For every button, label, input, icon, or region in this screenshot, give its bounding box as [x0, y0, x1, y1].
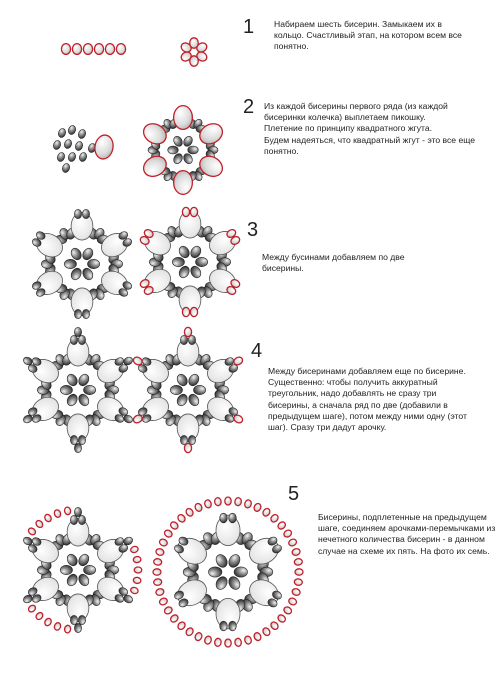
center-bead: [84, 565, 96, 574]
arch-bead: [294, 578, 303, 585]
arch-bead: [133, 556, 142, 563]
arch-bead: [204, 635, 212, 644]
arch-bead: [234, 497, 241, 506]
arch-bead: [169, 520, 179, 530]
arch-bead: [244, 499, 252, 508]
bead: [67, 151, 77, 162]
bead: [74, 309, 81, 318]
arch-bead: [262, 627, 272, 637]
bead: [70, 615, 77, 624]
step-3-text: Между бусинами добавляем по две бисерины.: [262, 252, 405, 274]
bead: [52, 139, 62, 150]
bead: [78, 615, 85, 624]
center-bead: [84, 385, 96, 394]
bead: [63, 138, 73, 149]
large-bead: [67, 594, 89, 622]
bead: [229, 513, 237, 523]
arch-bead: [176, 513, 186, 523]
large-bead: [93, 134, 115, 161]
arch-bead: [53, 509, 61, 518]
tip-bead: [74, 327, 81, 336]
tip-bead: [184, 443, 191, 452]
large-bead: [177, 414, 199, 442]
step-3-illustration: [31, 207, 241, 318]
bead: [56, 151, 66, 162]
arch-bead: [134, 567, 142, 573]
added-bead: [182, 207, 189, 216]
center-bead: [168, 146, 179, 154]
center-bead: [194, 385, 206, 394]
bead: [105, 44, 114, 55]
bead: [78, 435, 85, 444]
center-bead: [172, 257, 184, 266]
arch-bead: [288, 538, 298, 547]
step-2-number: 2: [243, 96, 255, 118]
arch-bead: [253, 632, 262, 642]
bead: [70, 515, 77, 524]
bead: [83, 44, 92, 55]
arch-bead: [244, 635, 252, 644]
arch-bead: [253, 502, 262, 512]
arch-bead: [185, 627, 195, 637]
arch-bead: [169, 613, 179, 623]
bead: [57, 127, 67, 138]
added-bead: [190, 207, 197, 216]
arch-bead: [153, 558, 162, 565]
tip-bead: [74, 507, 81, 516]
arch-bead: [277, 613, 287, 623]
step-5-number: 5: [288, 483, 300, 505]
large-bead: [67, 414, 89, 442]
tip-bead: [74, 443, 81, 452]
step-1-number: 1: [243, 16, 255, 38]
arch-bead: [158, 597, 168, 606]
large-bead: [177, 339, 199, 367]
arch-bead: [155, 588, 164, 596]
arch-bead: [291, 588, 300, 596]
bead: [61, 162, 71, 173]
large-bead: [174, 171, 193, 195]
arch-bead: [64, 507, 71, 516]
arch-bead: [153, 569, 161, 575]
bead: [82, 309, 89, 318]
bead: [78, 335, 85, 344]
arch-bead: [291, 548, 300, 556]
tip-bead: [184, 327, 191, 336]
center-bead: [88, 259, 100, 268]
step-1-illustration: [61, 38, 208, 66]
arch-bead: [225, 639, 231, 647]
bead: [220, 621, 228, 631]
arch-bead: [153, 578, 162, 585]
arch-bead: [214, 497, 221, 506]
arch-bead: [130, 545, 139, 553]
large-bead: [71, 213, 93, 241]
step-3-number: 3: [247, 219, 259, 241]
arch-bead: [185, 507, 195, 517]
step-4-text: Между бисеринами добавляем еще по бисерине. Существенно: чтобы получить аккуратный треугольник, надо добавлять не сразу три бисерины, а сначала ряд по две (добавили в предыдущем шаге), потом между ними одну (этот шаг). Сразу три дадут арочку.: [268, 366, 467, 433]
added-bead: [182, 307, 189, 316]
bead: [72, 44, 81, 55]
arch-bead: [44, 513, 53, 523]
arch-bead: [194, 502, 203, 512]
center-bead: [188, 146, 199, 154]
center-bead: [64, 259, 76, 268]
step-4-number: 4: [251, 340, 263, 362]
bead: [70, 435, 77, 444]
center-bead: [60, 385, 72, 394]
bead: [78, 515, 85, 524]
bead: [74, 209, 81, 218]
bead: [70, 335, 77, 344]
arch-bead: [64, 625, 71, 634]
bead: [67, 124, 77, 135]
arch-bead: [35, 611, 44, 621]
arch-bead: [269, 621, 279, 631]
arch-bead: [27, 604, 37, 613]
step-5-illustration: [22, 497, 303, 647]
bead: [229, 621, 237, 631]
added-bead: [190, 307, 197, 316]
arch-bead: [133, 577, 142, 584]
arch-bead: [44, 617, 53, 627]
arch-bead: [295, 569, 303, 575]
arch-bead: [27, 527, 37, 536]
bead: [77, 128, 87, 139]
arch-bead: [53, 622, 61, 631]
arch-bead: [262, 507, 272, 517]
center-bead: [196, 257, 208, 266]
large-bead: [174, 106, 193, 130]
large-bead: [216, 515, 240, 545]
arch-bead: [269, 513, 279, 523]
arch-bead: [155, 548, 164, 556]
bead: [116, 44, 125, 55]
arch-bead: [283, 606, 293, 616]
center-bead: [170, 385, 182, 394]
arch-bead: [294, 558, 303, 565]
bead: [61, 44, 70, 55]
arch-bead: [163, 606, 173, 616]
arch-bead: [194, 632, 203, 642]
arch-bead: [214, 638, 221, 647]
step-5-text: Бисерины, подплетенные на предыдущем шаге, соединяем арочками-перемычками из нечетного количества бисерин - в данном случае на схеме их пять. На фото их семь.: [318, 512, 496, 556]
arch-bead: [283, 529, 293, 539]
arch-bead: [277, 520, 287, 530]
bead: [78, 151, 88, 162]
bead: [220, 513, 228, 523]
center-bead: [60, 565, 72, 574]
arch-bead: [176, 621, 186, 631]
arch-bead: [130, 586, 139, 594]
center-bead: [208, 567, 221, 577]
arch-bead: [35, 519, 44, 529]
center-bead: [234, 567, 247, 577]
bead: [94, 44, 103, 55]
arch-bead: [225, 497, 231, 505]
bead: [74, 140, 84, 151]
arch-bead: [158, 538, 168, 547]
tip-bead: [74, 623, 81, 632]
step-2-illustration: [52, 106, 226, 195]
large-bead: [67, 519, 89, 547]
arch-bead: [163, 529, 173, 539]
arch-bead: [288, 597, 298, 606]
arch-bead: [234, 638, 241, 647]
step-4-illustration: [22, 327, 244, 452]
step-1-text: Набираем шесть бисерин. Замыкаем их в кольцо. Счастливый этап, на котором всем все понятно.: [274, 19, 462, 52]
large-bead: [67, 339, 89, 367]
step-2-text: Из каждой бисерины первого ряда (из каждой бисеринки колечка) выплетаем пикошку. Плетение по принципу квадратного жгута. Будем надеяться, что квадратный жгут - это все еще понятно.: [264, 101, 476, 156]
bead: [82, 209, 89, 218]
large-bead: [216, 598, 240, 628]
large-bead: [71, 288, 93, 316]
arch-bead: [204, 499, 212, 508]
